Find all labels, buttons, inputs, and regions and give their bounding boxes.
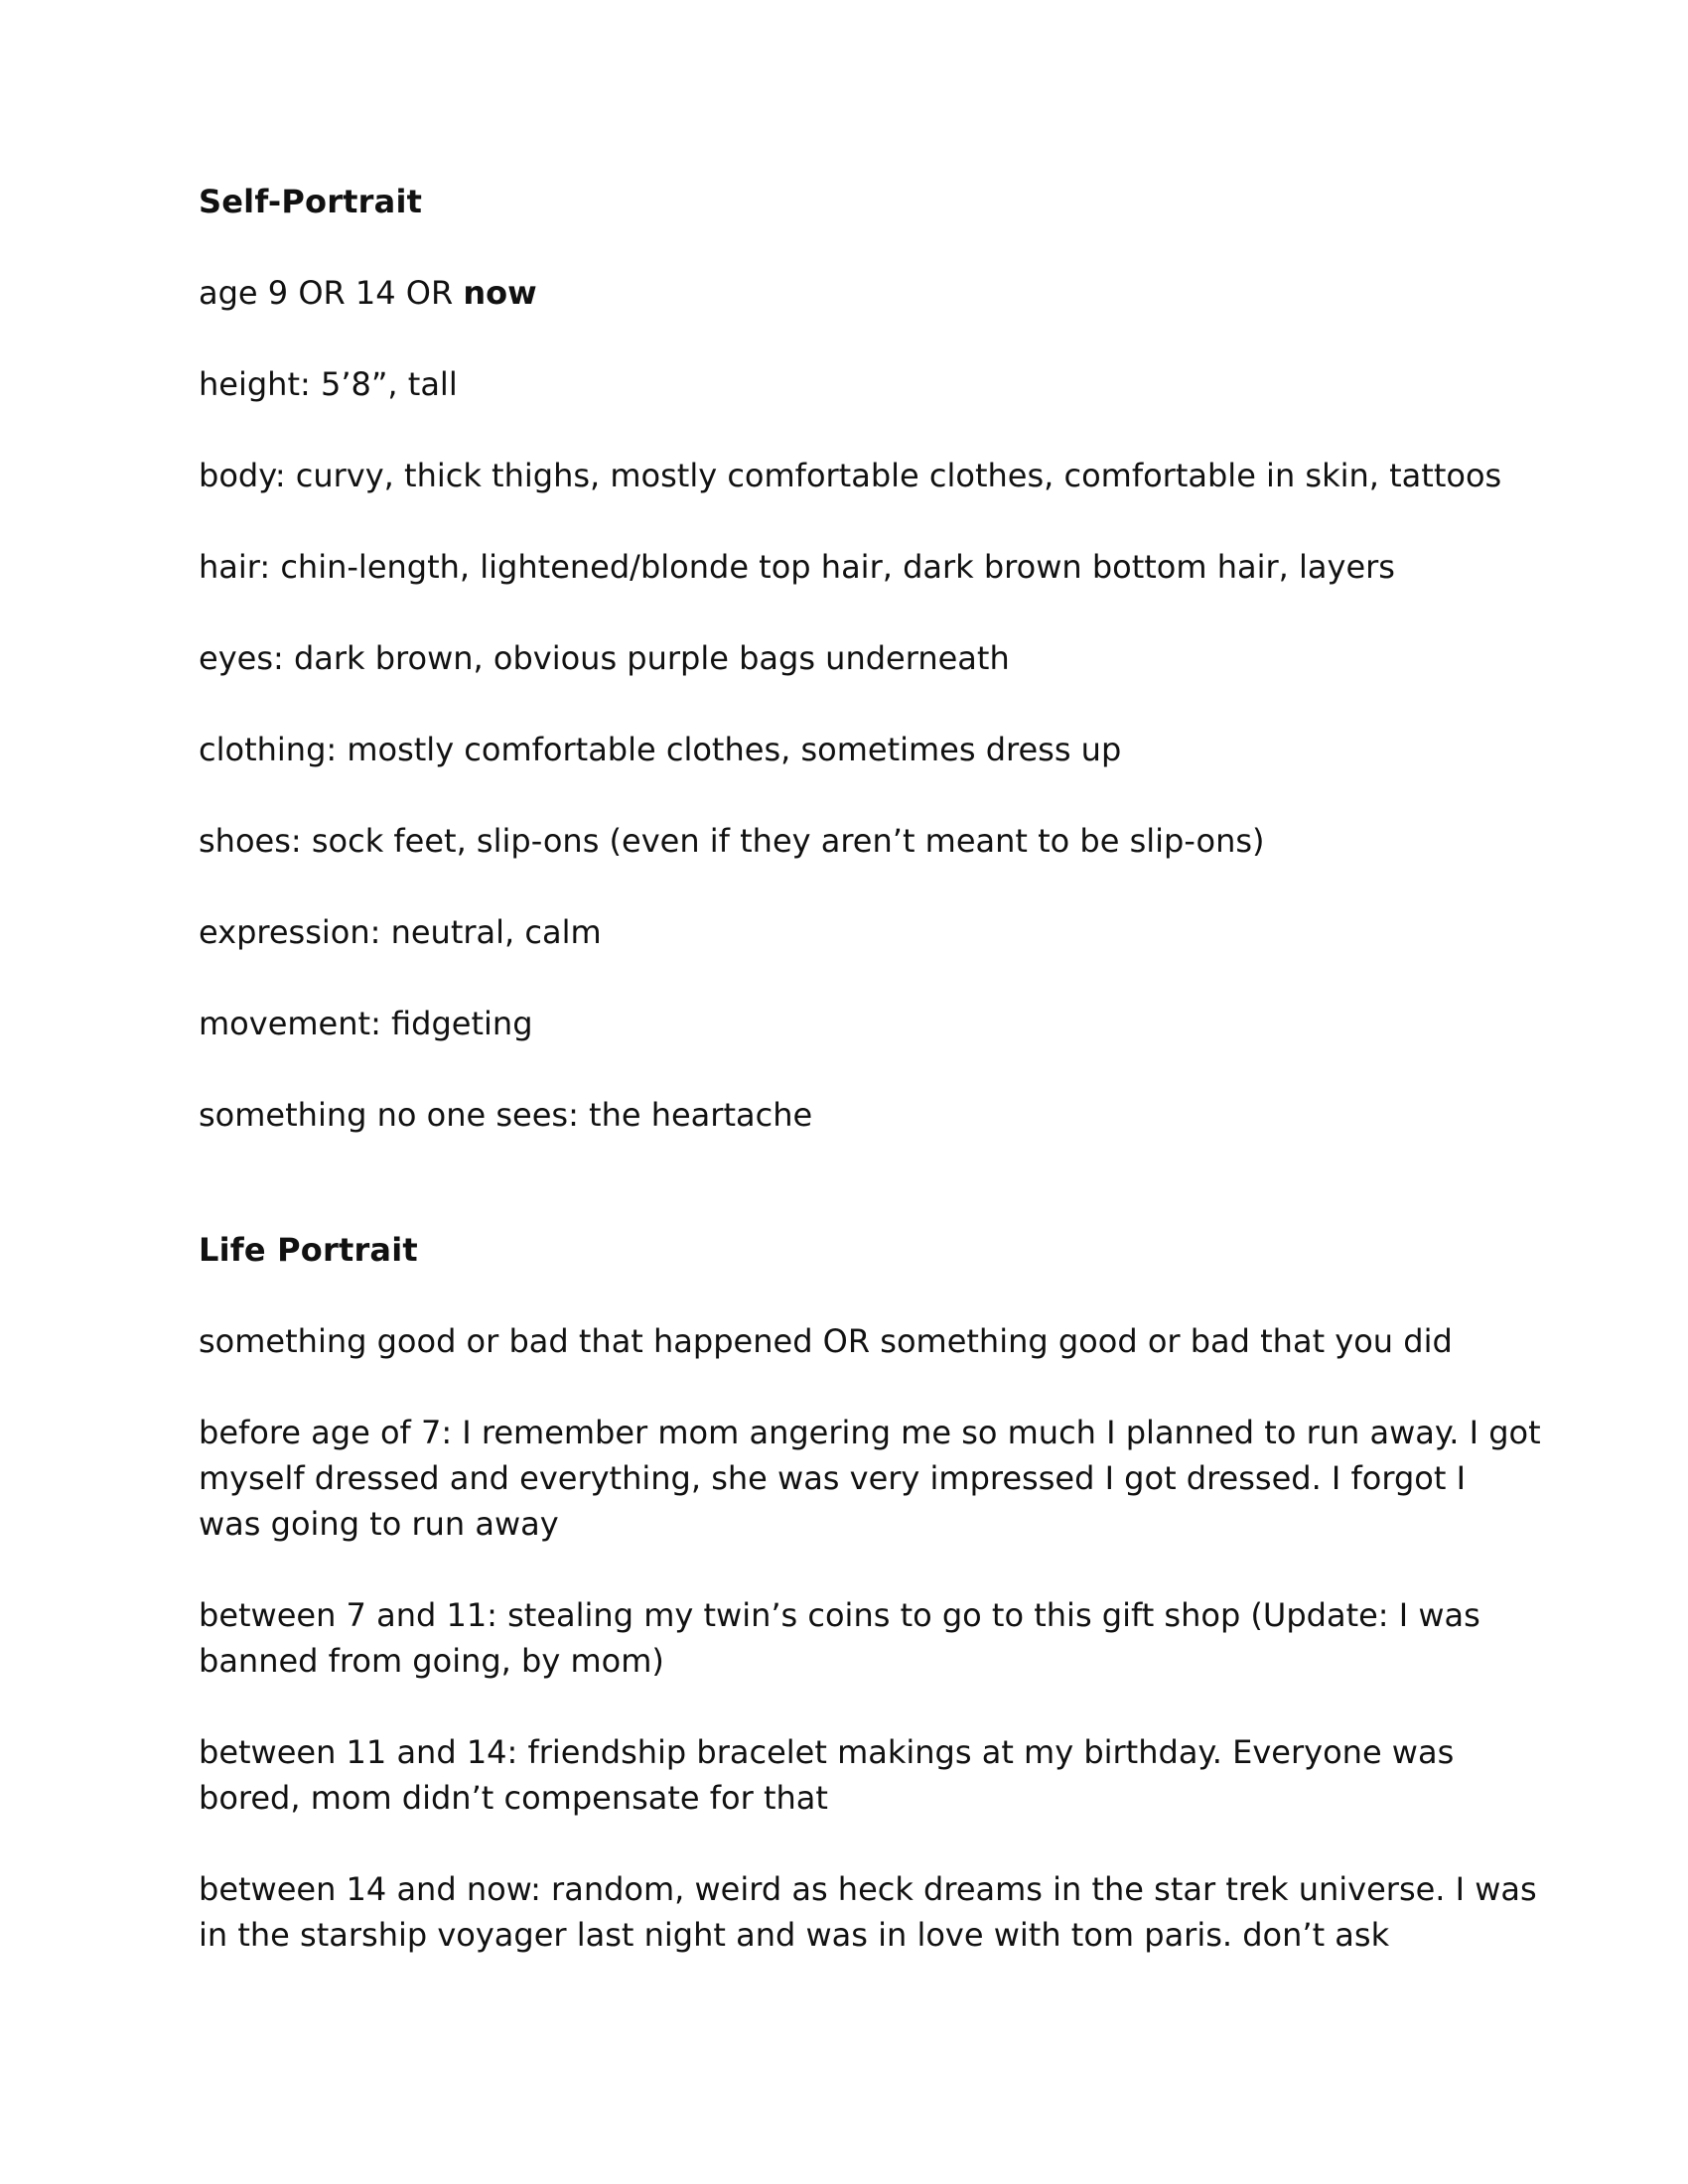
- age-line: [199, 270, 1509, 316]
- life-portrait-prompt: something good or bad that happened OR something good or bad that you did: [199, 1322, 1453, 1360]
- entry-line: between 7 and 11: stealing my twin’s coins to go to this gift shop (Update: I was: [199, 1596, 1480, 1634]
- age-prefix: age 9 OR 14 OR: [199, 274, 464, 312]
- entry-line: myself dressed and everything, she was very impressed I got dressed. I forgot I: [199, 1459, 1467, 1497]
- entry-line: bored, mom didn’t compensate for that: [199, 1779, 828, 1817]
- eyes-line: eyes: dark brown, obvious purple bags underneath: [199, 639, 1010, 677]
- entry-line: in the starship voyager last night and was in love with tom paris. don’t ask: [199, 1916, 1390, 1954]
- hair-line: hair: chin-length, lightened/blonde top hair, dark brown bottom hair, layers: [199, 548, 1395, 586]
- clothing-line: clothing: mostly comfortable clothes, sometimes dress up: [199, 731, 1122, 768]
- entry-11-to-14: [199, 1729, 1509, 1821]
- self-portrait-title: Self-Portrait: [199, 183, 423, 220]
- entry-7-to-11: [199, 1592, 1509, 1684]
- unseen-line: something no one sees: the heartache: [199, 1096, 813, 1134]
- entry-line: banned from going, by mom): [199, 1642, 664, 1680]
- expression-line: expression: neutral, calm: [199, 913, 602, 951]
- entry-line: between 11 and 14: friendship bracelet makings at my birthday. Everyone was: [199, 1733, 1455, 1771]
- movement-line: movement: fidgeting: [199, 1005, 533, 1042]
- entry-14-to-now: [199, 1866, 1537, 1958]
- section-spacer: [199, 1183, 1509, 1227]
- entry-line: between 14 and now: random, weird as heck dreams in the star trek universe. I was: [199, 1870, 1537, 1908]
- entry-before-7: [199, 1410, 1541, 1547]
- entry-line: before age of 7: I remember mom angering me so much I planned to run away. I got: [199, 1414, 1541, 1451]
- life-portrait-title: Life Portrait: [199, 1231, 418, 1269]
- document-content: [199, 179, 1541, 2003]
- entry-line: was going to run away: [199, 1505, 559, 1543]
- shoes-line: shoes: sock feet, slip-ons (even if they aren’t meant to be slip-ons): [199, 822, 1265, 860]
- height-line: height: 5’8”, tall: [199, 365, 458, 403]
- age-emphasis: now: [463, 274, 537, 312]
- body-line: body: curvy, thick thighs, mostly comfortable clothes, comfortable in skin, tattoos: [199, 457, 1502, 494]
